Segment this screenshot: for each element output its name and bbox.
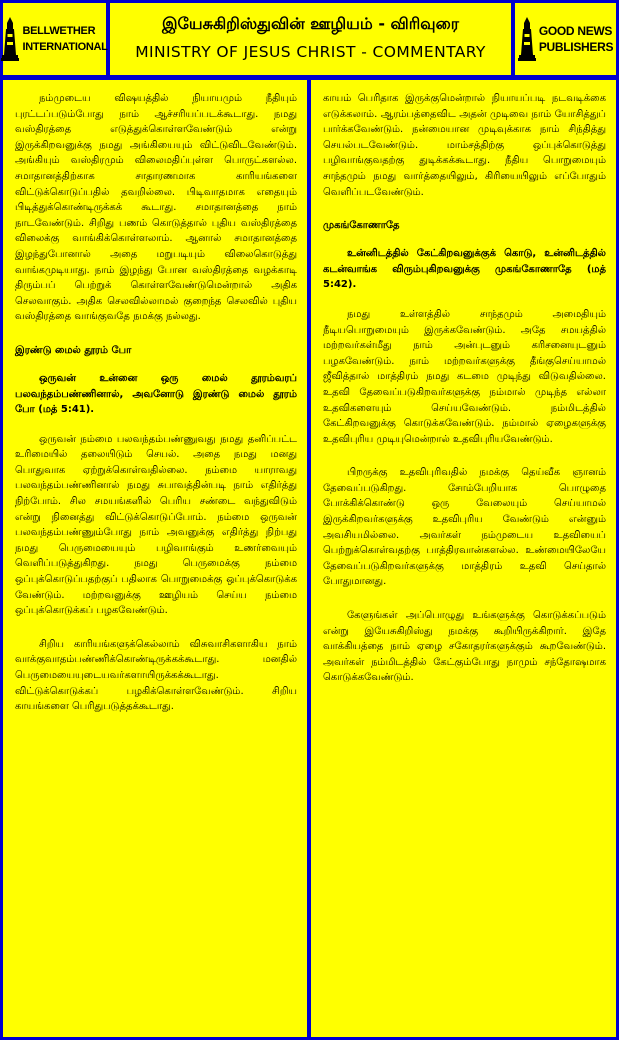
section-heading: முகங்கோணாதே xyxy=(323,220,400,232)
scripture-quote: ஒருவன் உன்னை ஒரு மைல் தூரம்வரப் பலவந்தம்பண்ணினால், அவனோடு இரண்டு மைல் தூரம் போ (மத் 5:41). xyxy=(15,372,297,416)
section-heading: இரண்டு மைல் தூரம் போ xyxy=(15,344,132,356)
paragraph: ஒருவன் நம்மை பலவந்தம்பண்ணுவது நமது தனிப்பட்ட உரிமையில் தலையிடும் செயல். அதை நமது மனது பொதுவாக ஏற்றுக்கொள்வதில்லை. நம்மை யாராவது பலவந்தம்பண்ணினால் நமது சுபாவத்தின்படி நாம் எதிர்த்து நிற்போம். சில சமயங்களில் பெரிய சண்டை வந்துவிடும் என்று நினைத்து விட்டுக்கொடுப்போம். நம்மை ஒருவன் பலவந்தம்பண்ணும்போது நாம் அவனுக்கு எதிர்த்து நிற்பது நமது பெருமையையும் பழிவாங்கும் உணர்வையும் வெளிப்படுத்துகிறது. நமது பெருமைக்கு நம்மை ஒப்புக்கொடுப்பதற்குப் பதிலாக பொறுமைக்கு ஒப்புக்கொடுக்க வேண்டும். மற்றவனுக்கு ஊழியம் செய்ய நம்மை ஒப்புக்கொடுக்கப் பழகவேண்டும். xyxy=(15,433,297,617)
paragraph: கேளுங்கள் அப்பொழுது உங்களுக்கு கொடுக்கப்படும் என்று இயேசுகிறிஸ்து நமக்கு கூறியிருக்கிறார். இதே வாக்கியத்தை நாம் ஏழை சகோதரர்களுக்கும் கூறவேண்டும். அவர்கள் நம்மிடத்தில் கேட்கும்போது நாமும் சந்தோஷமாக கொடுக்கவேண்டும். xyxy=(323,610,606,684)
page-title-tamil: இயேசுகிறிஸ்துவின் ஊழியம் - விரிவுரை xyxy=(161,14,459,33)
page-title-panel xyxy=(110,3,511,75)
paragraph: காயம் பெரிதாக இருக்குமென்றால் நியாயப்படி நடவடிக்கை எடுக்கலாம். ஆரம்பத்தைவிட அதன் முடிவை நாம் யோசித்துப் பார்க்கவேண்டும். நன்மையான முடிவுக்காக நாம் சிந்தித்து செயல்படவேண்டும். மாம்சத்திற்கு ஒப்புக்கொடுத்து பழிவாங்குவதற்கு துடிக்கக்கூடாது. நீதிய பொறுமையும் சாந்தமும் நமது வார்த்தையிலும், கிரியையிலும் எப்போதும் வெளிப்படவேண்டும். xyxy=(323,93,606,198)
left-column xyxy=(3,80,307,1037)
logo-line2: INTERNATIONAL xyxy=(22,41,108,53)
paragraph: பிறருக்கு உதவிபுரிவதில் நமக்கு தெய்வீக ஞானம் தேவைப்படுகிறது. சோம்பேறியாக பொழுதை போக்கிக்கொண்டு ஒரு வேலையும் செய்யாமல் இருக்கிறவர்களுக்கு உதவிபுரிய வேண்டும் என்னும் அவசியமில்லை. அவர்கள் நம்முடைய உதவியைப் பெற்றுக்கொள்வதற்கு பாத்திரவான்களல்ல. உண்மையிலேயே தேவைப்படுகிறவர்களுக்கு மாத்திரம் உதவி செய்தால் போதுமானது. xyxy=(323,467,606,588)
bellwether-logo xyxy=(3,3,106,75)
lighthouse-icon xyxy=(518,17,536,61)
paragraph: நம்முடைய விஷயத்தில் நியாயமும் நீதியும் புரட்டப்படும்போது நாம் ஆச்சரியப்படக்கூடாது. நமது வஸ்திரத்தை எடுத்துக்கொள்ளவேண்டும் என்று இருக்கிறவனுக்கு நமது அங்கியையும் விட்டுவிடவேண்டும். அங்கியும் வஸ்திரமும் விலைமதிப்புள்ள பொருட்களல்ல. சமாதானத்திற்காக சாதாரணமாக காரியங்களை விட்டுக்கொடுப்பதில் தவறில்லை. பிடிவாதமாக எதையும் பிடித்துக்கொண்டிருக்கக் கூடாது. சமாதானத்தை நாம் நாடவேண்டும். சிறிது பணம் கொடுத்தால் புதிய வஸ்திரத்தை விலைக்கு வாங்கிக்கொள்ளலாம். ஆனால் சமாதானத்தை இழந்துபோனால் அதை மறுபடியும் விலைகொடுத்து வாங்கமுடியாது. நாம் இழந்து போன வஸ்திரத்தை வழக்காடி திரும்பப் பெற்றுக் கொள்ளவேண்டுமென்றால் அதிக செலவாகும். அதிக செலவில்லாமல் குறைந்த செலவில் புதிய வஸ்திரத்தை வாங்குவதே நமக்கு நல்லது. xyxy=(15,93,297,323)
scripture-quote: உன்னிடத்தில் கேட்கிறவனுக்குக் கொடு, உன்னிடத்தில் கடன்வாங்க விரும்புகிறவனுக்கு முகங்கோணாதே (மத் 5:42). xyxy=(323,248,606,291)
logo-line1: GOOD NEWS xyxy=(538,24,613,38)
page-title-english: MINISTRY OF JESUS CHRIST - COMMENTARY xyxy=(135,43,486,61)
good-news-logo xyxy=(515,3,616,75)
paragraph: நமது உள்ளத்தில் சாந்தமும் அமைதியும் நீடியபொறுமையும் இருக்கவேண்டும். அதே சமயத்தில் மற்றவர்கள்மீது நாம் அன்புடனும் கரிசனையுடனும் பழகவேண்டும். நாம் மற்றவர்களுக்கு தீங்குசெய்யாமல் ஜீவித்தால் மாத்திரம் நமது கடமை முடிந்து விடுவதில்லை. உதவி தேவைப்படுகிறவர்களுக்கு நம்மால் முடிந்த எல்லா உதவிகளையும் செய்யவேண்டும். நம்மிடத்தில் கேட்கிறவனுக்கு கொடுக்கவேண்டும். நம்மால் ஏழைகளுக்கு உதவிபுரிய முடியுமென்றால் உதவிபுரியவேண்டும். xyxy=(323,308,606,445)
logo-line2: PUBLISHERS xyxy=(538,40,614,54)
logo-line1: BELLWETHER xyxy=(22,25,96,37)
paragraph: சிறிய காரியங்களுக்கெல்லாம் விசுவாசிகளாகிய நாம் வாக்குவாதம்பண்ணிக்கொண்டிருக்கக்கூடாது. மனதில் பெருமையையுடையவர்களாயிருக்கக்கூடாது. விட்டுக்கொடுக்கப் பழகிக்கொள்ளவேண்டும். சிறிய காயங்களை பெரிதுபடுத்தக்கூடாது. xyxy=(15,638,297,713)
right-column xyxy=(311,80,616,1037)
lighthouse-icon xyxy=(1,17,19,61)
